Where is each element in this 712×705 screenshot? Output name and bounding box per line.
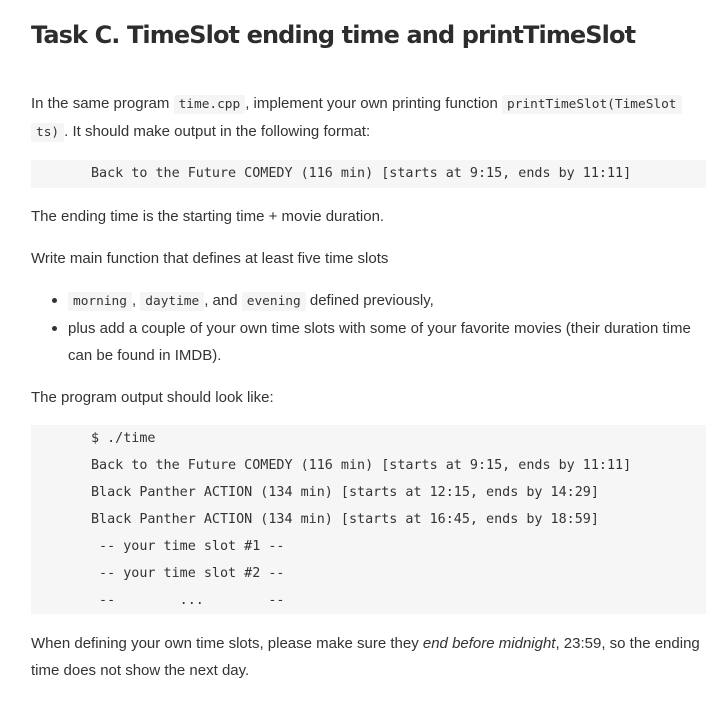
intro-prefix: In the same program [31, 95, 174, 112]
main-function-text: Write main function that defines at least five time slots [31, 250, 389, 267]
requirements-list [31, 287, 706, 369]
output-label: The program output should look like: [31, 389, 274, 406]
ending-time-text: The ending time is the starting time + movie duration. [31, 208, 385, 225]
bullet-icon [52, 326, 57, 331]
output-line: Black Panther ACTION (134 min) [starts at 16:45, ends by 18:59] [91, 512, 599, 527]
favorite-movies-text: plus add a couple of your own time slots with some of your favorite movies (their duration time can be found in IMDB). [68, 320, 691, 364]
output-line: -- your time slot #2 -- [91, 566, 285, 581]
separator-text: , [131, 292, 141, 309]
closing-emphasis: end before midnight [422, 635, 556, 652]
defined-previously-text: defined previously, [305, 292, 434, 309]
program-output-block [31, 425, 706, 614]
example-output-line: Back to the Future COMEDY (116 min) [starts at 9:15, ends by 11:11] [91, 166, 632, 181]
file-name-code: time.cpp [174, 95, 246, 114]
output-line: -- your time slot #1 -- [91, 539, 285, 554]
output-line: Black Panther ACTION (134 min) [starts at 12:15, ends by 14:29] [91, 485, 599, 500]
function-signature-code-b: ts) [31, 123, 64, 142]
and-text: , and [204, 292, 242, 309]
bullet-icon [52, 298, 57, 303]
output-line: Back to the Future COMEDY (116 min) [starts at 9:15, ends by 11:11] [91, 458, 632, 473]
closing-suffix: , 23:59, so the ending time does not show the next day. [31, 635, 700, 679]
morning-code: morning [68, 292, 132, 311]
example-output-block [31, 160, 706, 188]
output-line: -- ... -- [91, 593, 285, 608]
closing-paragraph [31, 630, 709, 684]
page-title: Task C. TimeSlot ending time and printTimeSlot [31, 21, 636, 49]
list-item [31, 315, 706, 369]
intro-middle: , implement your own printing function [245, 95, 503, 112]
intro-suffix: . It should make output in the following format: [64, 123, 371, 140]
intro-paragraph [31, 90, 709, 146]
function-signature-code-a: printTimeSlot(TimeSlot [502, 95, 682, 114]
closing-prefix: When defining your own time slots, please make sure they [31, 635, 423, 652]
evening-code: evening [242, 292, 306, 311]
output-line: $ ./time [91, 431, 156, 446]
list-item [31, 287, 706, 315]
daytime-code: daytime [140, 292, 204, 311]
